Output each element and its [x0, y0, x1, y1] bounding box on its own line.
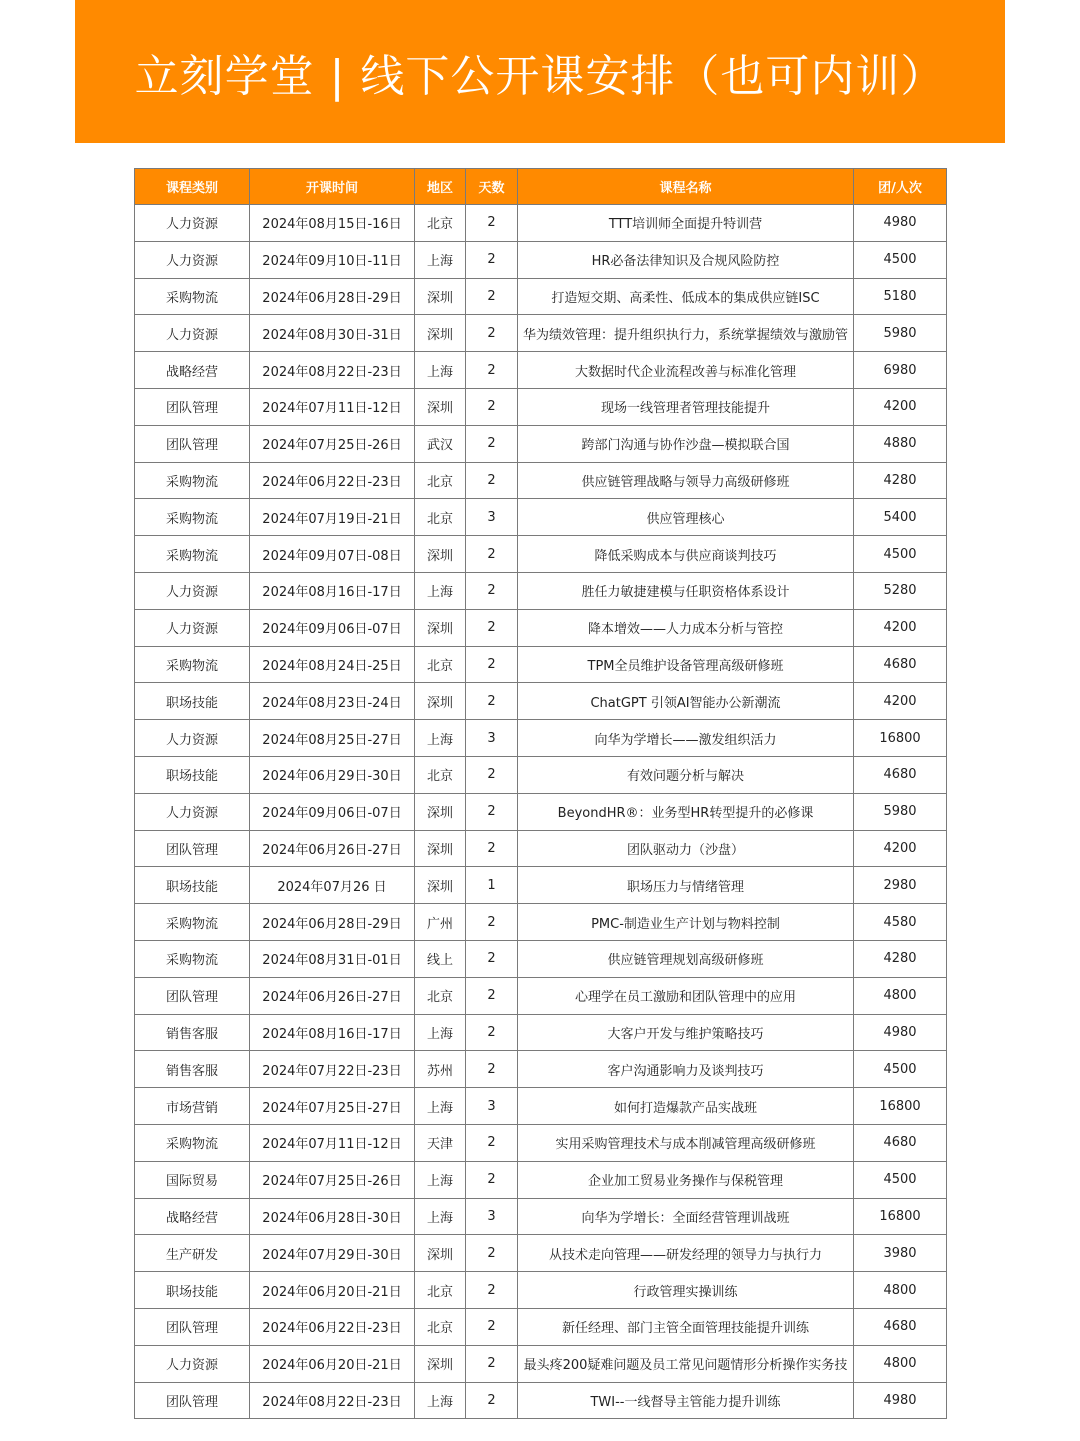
start-date-cell: 2024年06月28日-29日 [250, 278, 415, 315]
table-row [135, 1382, 947, 1419]
category-cell: 团队管理 [135, 830, 250, 867]
category-cell: 销售客服 [135, 1051, 250, 1088]
table-row [135, 499, 947, 536]
table-row [135, 1124, 947, 1161]
course-schedule-table [134, 168, 947, 1419]
course-name-cell: 向华为学增长：全面经营管理训战班 [518, 1198, 854, 1235]
table-row [135, 1272, 947, 1309]
price-cell: 5180 [854, 278, 947, 315]
table-row [135, 904, 947, 941]
region-cell: 天津 [415, 1124, 466, 1161]
price-cell: 4980 [854, 1382, 947, 1419]
days-cell: 2 [466, 1382, 518, 1419]
category-cell: 团队管理 [135, 1382, 250, 1419]
price-cell: 16800 [854, 720, 947, 757]
column-header-course-name: 课程名称 [518, 169, 854, 205]
region-cell: 深圳 [415, 1235, 466, 1272]
start-date-cell: 2024年08月16日-17日 [250, 572, 415, 609]
table-row [135, 536, 947, 573]
start-date-cell: 2024年09月06日-07日 [250, 609, 415, 646]
course-name-cell: 跨部门沟通与协作沙盘—模拟联合国 [518, 425, 854, 462]
column-header-region: 地区 [415, 169, 466, 205]
start-date-cell: 2024年08月22日-23日 [250, 1382, 415, 1419]
start-date-cell: 2024年07月26 日 [250, 867, 415, 904]
price-cell: 4800 [854, 977, 947, 1014]
region-cell: 苏州 [415, 1051, 466, 1088]
course-name-cell: 职场压力与情绪管理 [518, 867, 854, 904]
start-date-cell: 2024年07月25日-27日 [250, 1088, 415, 1125]
table-row [135, 1161, 947, 1198]
region-cell: 北京 [415, 462, 466, 499]
price-cell: 4500 [854, 241, 947, 278]
start-date-cell: 2024年06月20日-21日 [250, 1345, 415, 1382]
category-cell: 人力资源 [135, 1345, 250, 1382]
start-date-cell: 2024年06月29日-30日 [250, 756, 415, 793]
price-cell: 4280 [854, 940, 947, 977]
course-name-cell: TTT培训师全面提升特训营 [518, 205, 854, 242]
course-name-cell: HR必备法律知识及合规风险防控 [518, 241, 854, 278]
region-cell: 北京 [415, 1308, 466, 1345]
table-body [135, 205, 947, 1419]
course-name-cell: TWI--一线督导主管能力提升训练 [518, 1382, 854, 1419]
start-date-cell: 2024年07月29日-30日 [250, 1235, 415, 1272]
course-name-cell: 大数据时代企业流程改善与标准化管理 [518, 352, 854, 389]
start-date-cell: 2024年08月25日-27日 [250, 720, 415, 757]
region-cell: 北京 [415, 646, 466, 683]
days-cell: 3 [466, 1088, 518, 1125]
category-cell: 团队管理 [135, 977, 250, 1014]
course-name-cell: 供应链管理规划高级研修班 [518, 940, 854, 977]
price-cell: 4200 [854, 830, 947, 867]
region-cell: 上海 [415, 1198, 466, 1235]
category-cell: 人力资源 [135, 793, 250, 830]
price-cell: 3980 [854, 1235, 947, 1272]
category-cell: 人力资源 [135, 609, 250, 646]
price-cell: 4980 [854, 205, 947, 242]
price-cell: 4200 [854, 388, 947, 425]
table-row [135, 646, 947, 683]
course-name-cell: 华为绩效管理：提升组织执行力，系统掌握绩效与激励管 [518, 315, 854, 352]
table-row [135, 572, 947, 609]
days-cell: 2 [466, 1272, 518, 1309]
days-cell: 2 [466, 205, 518, 242]
course-name-cell: 大客户开发与维护策略技巧 [518, 1014, 854, 1051]
table-row [135, 241, 947, 278]
start-date-cell: 2024年06月28日-30日 [250, 1198, 415, 1235]
start-date-cell: 2024年06月22日-23日 [250, 1308, 415, 1345]
days-cell: 2 [466, 315, 518, 352]
course-name-cell: 供应链管理战略与领导力高级研修班 [518, 462, 854, 499]
table-row [135, 315, 947, 352]
price-cell: 4200 [854, 683, 947, 720]
course-name-cell: 最头疼200疑难问题及员工常见问题情形分析操作实务技 [518, 1345, 854, 1382]
start-date-cell: 2024年09月07日-08日 [250, 536, 415, 573]
table-row [135, 462, 947, 499]
region-cell: 上海 [415, 720, 466, 757]
region-cell: 深圳 [415, 867, 466, 904]
table-header-row [135, 169, 947, 205]
days-cell: 2 [466, 352, 518, 389]
course-name-cell: 胜任力敏捷建模与任职资格体系设计 [518, 572, 854, 609]
price-cell: 4980 [854, 1014, 947, 1051]
days-cell: 2 [466, 793, 518, 830]
region-cell: 线上 [415, 940, 466, 977]
price-cell: 4680 [854, 1308, 947, 1345]
region-cell: 广州 [415, 904, 466, 941]
days-cell: 1 [466, 867, 518, 904]
course-name-cell: 团队驱动力（沙盘） [518, 830, 854, 867]
header-banner [75, 0, 1005, 143]
days-cell: 2 [466, 1345, 518, 1382]
days-cell: 2 [466, 1124, 518, 1161]
start-date-cell: 2024年08月16日-17日 [250, 1014, 415, 1051]
table-row [135, 830, 947, 867]
start-date-cell: 2024年06月20日-21日 [250, 1272, 415, 1309]
column-header-price: 团/人次 [854, 169, 947, 205]
category-cell: 生产研发 [135, 1235, 250, 1272]
category-cell: 职场技能 [135, 867, 250, 904]
days-cell: 2 [466, 572, 518, 609]
price-cell: 4280 [854, 462, 947, 499]
column-header-start-date: 开课时间 [250, 169, 415, 205]
start-date-cell: 2024年06月26日-27日 [250, 977, 415, 1014]
table-row [135, 278, 947, 315]
start-date-cell: 2024年07月19日-21日 [250, 499, 415, 536]
start-date-cell: 2024年07月25日-26日 [250, 1161, 415, 1198]
price-cell: 6980 [854, 352, 947, 389]
days-cell: 2 [466, 241, 518, 278]
days-cell: 2 [466, 977, 518, 1014]
category-cell: 战略经营 [135, 1198, 250, 1235]
category-cell: 市场营销 [135, 1088, 250, 1125]
region-cell: 深圳 [415, 315, 466, 352]
category-cell: 采购物流 [135, 278, 250, 315]
course-name-cell: 心理学在员工激励和团队管理中的应用 [518, 977, 854, 1014]
course-name-cell: 打造短交期、高柔性、低成本的集成供应链ISC [518, 278, 854, 315]
category-cell: 战略经营 [135, 352, 250, 389]
table-row [135, 205, 947, 242]
table-row [135, 1014, 947, 1051]
days-cell: 2 [466, 609, 518, 646]
category-cell: 职场技能 [135, 683, 250, 720]
region-cell: 北京 [415, 205, 466, 242]
category-cell: 人力资源 [135, 572, 250, 609]
days-cell: 2 [466, 904, 518, 941]
category-cell: 人力资源 [135, 241, 250, 278]
course-name-cell: 降低采购成本与供应商谈判技巧 [518, 536, 854, 573]
price-cell: 4680 [854, 1124, 947, 1161]
start-date-cell: 2024年09月10日-11日 [250, 241, 415, 278]
start-date-cell: 2024年08月31日-01日 [250, 940, 415, 977]
price-cell: 4800 [854, 1345, 947, 1382]
table-row [135, 793, 947, 830]
days-cell: 2 [466, 388, 518, 425]
price-cell: 5280 [854, 572, 947, 609]
category-cell: 职场技能 [135, 756, 250, 793]
course-name-cell: 从技术走向管理——研发经理的领导力与执行力 [518, 1235, 854, 1272]
course-name-cell: 有效问题分析与解决 [518, 756, 854, 793]
region-cell: 上海 [415, 1382, 466, 1419]
price-cell: 4800 [854, 1272, 947, 1309]
column-header-category: 课程类别 [135, 169, 250, 205]
region-cell: 深圳 [415, 793, 466, 830]
region-cell: 北京 [415, 499, 466, 536]
table-row [135, 1051, 947, 1088]
days-cell: 2 [466, 756, 518, 793]
category-cell: 采购物流 [135, 462, 250, 499]
category-cell: 采购物流 [135, 904, 250, 941]
start-date-cell: 2024年09月06日-07日 [250, 793, 415, 830]
table-row [135, 867, 947, 904]
category-cell: 采购物流 [135, 1124, 250, 1161]
table-row [135, 977, 947, 1014]
start-date-cell: 2024年08月23日-24日 [250, 683, 415, 720]
price-cell: 5980 [854, 793, 947, 830]
start-date-cell: 2024年08月22日-23日 [250, 352, 415, 389]
days-cell: 2 [466, 1308, 518, 1345]
table-row [135, 425, 947, 462]
category-cell: 采购物流 [135, 940, 250, 977]
table-row [135, 1345, 947, 1382]
table-row [135, 683, 947, 720]
region-cell: 上海 [415, 1161, 466, 1198]
price-cell: 16800 [854, 1198, 947, 1235]
days-cell: 2 [466, 1014, 518, 1051]
days-cell: 2 [466, 278, 518, 315]
price-cell: 5400 [854, 499, 947, 536]
start-date-cell: 2024年07月11日-12日 [250, 388, 415, 425]
course-name-cell: 行政管理实操训练 [518, 1272, 854, 1309]
category-cell: 国际贸易 [135, 1161, 250, 1198]
price-cell: 4680 [854, 756, 947, 793]
course-name-cell: 实用采购管理技术与成本削减管理高级研修班 [518, 1124, 854, 1161]
table-row [135, 352, 947, 389]
region-cell: 北京 [415, 756, 466, 793]
days-cell: 2 [466, 425, 518, 462]
category-cell: 团队管理 [135, 425, 250, 462]
region-cell: 深圳 [415, 388, 466, 425]
price-cell: 5980 [854, 315, 947, 352]
course-name-cell: 客户沟通影响力及谈判技巧 [518, 1051, 854, 1088]
table-row [135, 1308, 947, 1345]
column-header-days: 天数 [466, 169, 518, 205]
region-cell: 深圳 [415, 609, 466, 646]
course-name-cell: 供应管理核心 [518, 499, 854, 536]
days-cell: 2 [466, 646, 518, 683]
course-name-cell: 新任经理、部门主管全面管理技能提升训练 [518, 1308, 854, 1345]
region-cell: 深圳 [415, 536, 466, 573]
table-header [135, 169, 947, 205]
category-cell: 采购物流 [135, 499, 250, 536]
days-cell: 2 [466, 536, 518, 573]
table-row [135, 720, 947, 757]
days-cell: 3 [466, 1198, 518, 1235]
region-cell: 北京 [415, 1272, 466, 1309]
start-date-cell: 2024年08月30日-31日 [250, 315, 415, 352]
table-row [135, 1198, 947, 1235]
price-cell: 4500 [854, 536, 947, 573]
table-row [135, 609, 947, 646]
start-date-cell: 2024年06月28日-29日 [250, 904, 415, 941]
region-cell: 上海 [415, 352, 466, 389]
region-cell: 深圳 [415, 830, 466, 867]
table-row [135, 940, 947, 977]
start-date-cell: 2024年07月11日-12日 [250, 1124, 415, 1161]
category-cell: 人力资源 [135, 315, 250, 352]
region-cell: 上海 [415, 241, 466, 278]
region-cell: 上海 [415, 1014, 466, 1051]
region-cell: 北京 [415, 977, 466, 1014]
category-cell: 团队管理 [135, 1308, 250, 1345]
start-date-cell: 2024年08月15日-16日 [250, 205, 415, 242]
region-cell: 上海 [415, 572, 466, 609]
table-row [135, 1088, 947, 1125]
days-cell: 2 [466, 1161, 518, 1198]
start-date-cell: 2024年08月24日-25日 [250, 646, 415, 683]
page-title: 立刻学堂 | 线下公开课安排（也可内训） [134, 50, 946, 102]
days-cell: 2 [466, 830, 518, 867]
course-name-cell: 现场一线管理者管理技能提升 [518, 388, 854, 425]
category-cell: 人力资源 [135, 720, 250, 757]
price-cell: 4200 [854, 609, 947, 646]
category-cell: 采购物流 [135, 646, 250, 683]
days-cell: 2 [466, 683, 518, 720]
course-name-cell: 降本增效——人力成本分析与管控 [518, 609, 854, 646]
start-date-cell: 2024年06月26日-27日 [250, 830, 415, 867]
days-cell: 2 [466, 1051, 518, 1088]
category-cell: 销售客服 [135, 1014, 250, 1051]
days-cell: 2 [466, 940, 518, 977]
price-cell: 2980 [854, 867, 947, 904]
price-cell: 4500 [854, 1051, 947, 1088]
category-cell: 团队管理 [135, 388, 250, 425]
price-cell: 4500 [854, 1161, 947, 1198]
course-name-cell: BeyondHR®：业务型HR转型提升的必修课 [518, 793, 854, 830]
table-row [135, 1235, 947, 1272]
course-name-cell: 企业加工贸易业务操作与保税管理 [518, 1161, 854, 1198]
category-cell: 职场技能 [135, 1272, 250, 1309]
start-date-cell: 2024年07月22日-23日 [250, 1051, 415, 1088]
price-cell: 4680 [854, 646, 947, 683]
table-row [135, 388, 947, 425]
course-name-cell: 向华为学增长——激发组织活力 [518, 720, 854, 757]
category-cell: 采购物流 [135, 536, 250, 573]
region-cell: 深圳 [415, 683, 466, 720]
region-cell: 深圳 [415, 1345, 466, 1382]
category-cell: 人力资源 [135, 205, 250, 242]
start-date-cell: 2024年07月25日-26日 [250, 425, 415, 462]
course-name-cell: TPM全员维护设备管理高级研修班 [518, 646, 854, 683]
days-cell: 3 [466, 720, 518, 757]
course-name-cell: 如何打造爆款产品实战班 [518, 1088, 854, 1125]
table-row [135, 756, 947, 793]
price-cell: 4580 [854, 904, 947, 941]
start-date-cell: 2024年06月22日-23日 [250, 462, 415, 499]
region-cell: 深圳 [415, 278, 466, 315]
price-cell: 4880 [854, 425, 947, 462]
region-cell: 武汉 [415, 425, 466, 462]
region-cell: 上海 [415, 1088, 466, 1125]
days-cell: 2 [466, 1235, 518, 1272]
course-name-cell: ChatGPT 引领AI智能办公新潮流 [518, 683, 854, 720]
days-cell: 3 [466, 499, 518, 536]
days-cell: 2 [466, 462, 518, 499]
price-cell: 16800 [854, 1088, 947, 1125]
course-name-cell: PMC-制造业生产计划与物料控制 [518, 904, 854, 941]
